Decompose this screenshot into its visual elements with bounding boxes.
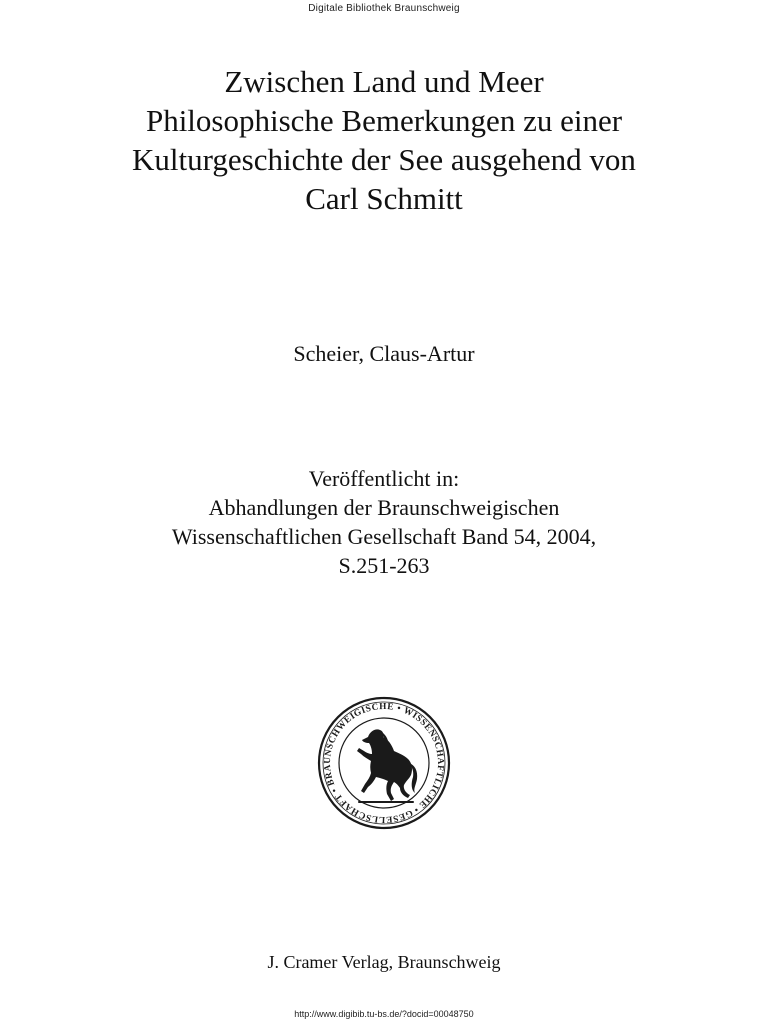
- horse-icon: [357, 729, 417, 803]
- publication-info: [0, 464, 768, 580]
- title-line: Kulturgeschichte der See ausgehend von: [132, 142, 636, 177]
- publication-line: Veröffentlicht in:: [308, 466, 460, 491]
- title-line: Philosophische Bemerkungen zu einer: [145, 103, 623, 138]
- source-url-link[interactable]: http://www.digibib.tu-bs.de/?docid=00048750: [294, 1009, 474, 1019]
- title-line: Carl Schmitt: [305, 181, 463, 216]
- document-title: [0, 62, 768, 218]
- seal-inscription: GESELLSCHAFT • BRAUNSCHWEIGISCHE • WISSENSCHAFTLICHE •: [321, 700, 447, 826]
- author-name: Scheier, Claus-Artur: [293, 341, 475, 366]
- publication-line: S.251-263: [338, 553, 430, 578]
- society-seal-horse-icon: [314, 693, 454, 833]
- library-banner: Digitale Bibliothek Braunschweig: [308, 3, 460, 14]
- publication-line: Wissenschaftlichen Gesellschaft Band 54, 2004,: [171, 524, 597, 549]
- publication-line: Abhandlungen der Braunschweigischen: [208, 495, 560, 520]
- publisher-name: J. Cramer Verlag, Braunschweig: [267, 952, 501, 972]
- title-line: Zwischen Land und Meer: [224, 64, 544, 99]
